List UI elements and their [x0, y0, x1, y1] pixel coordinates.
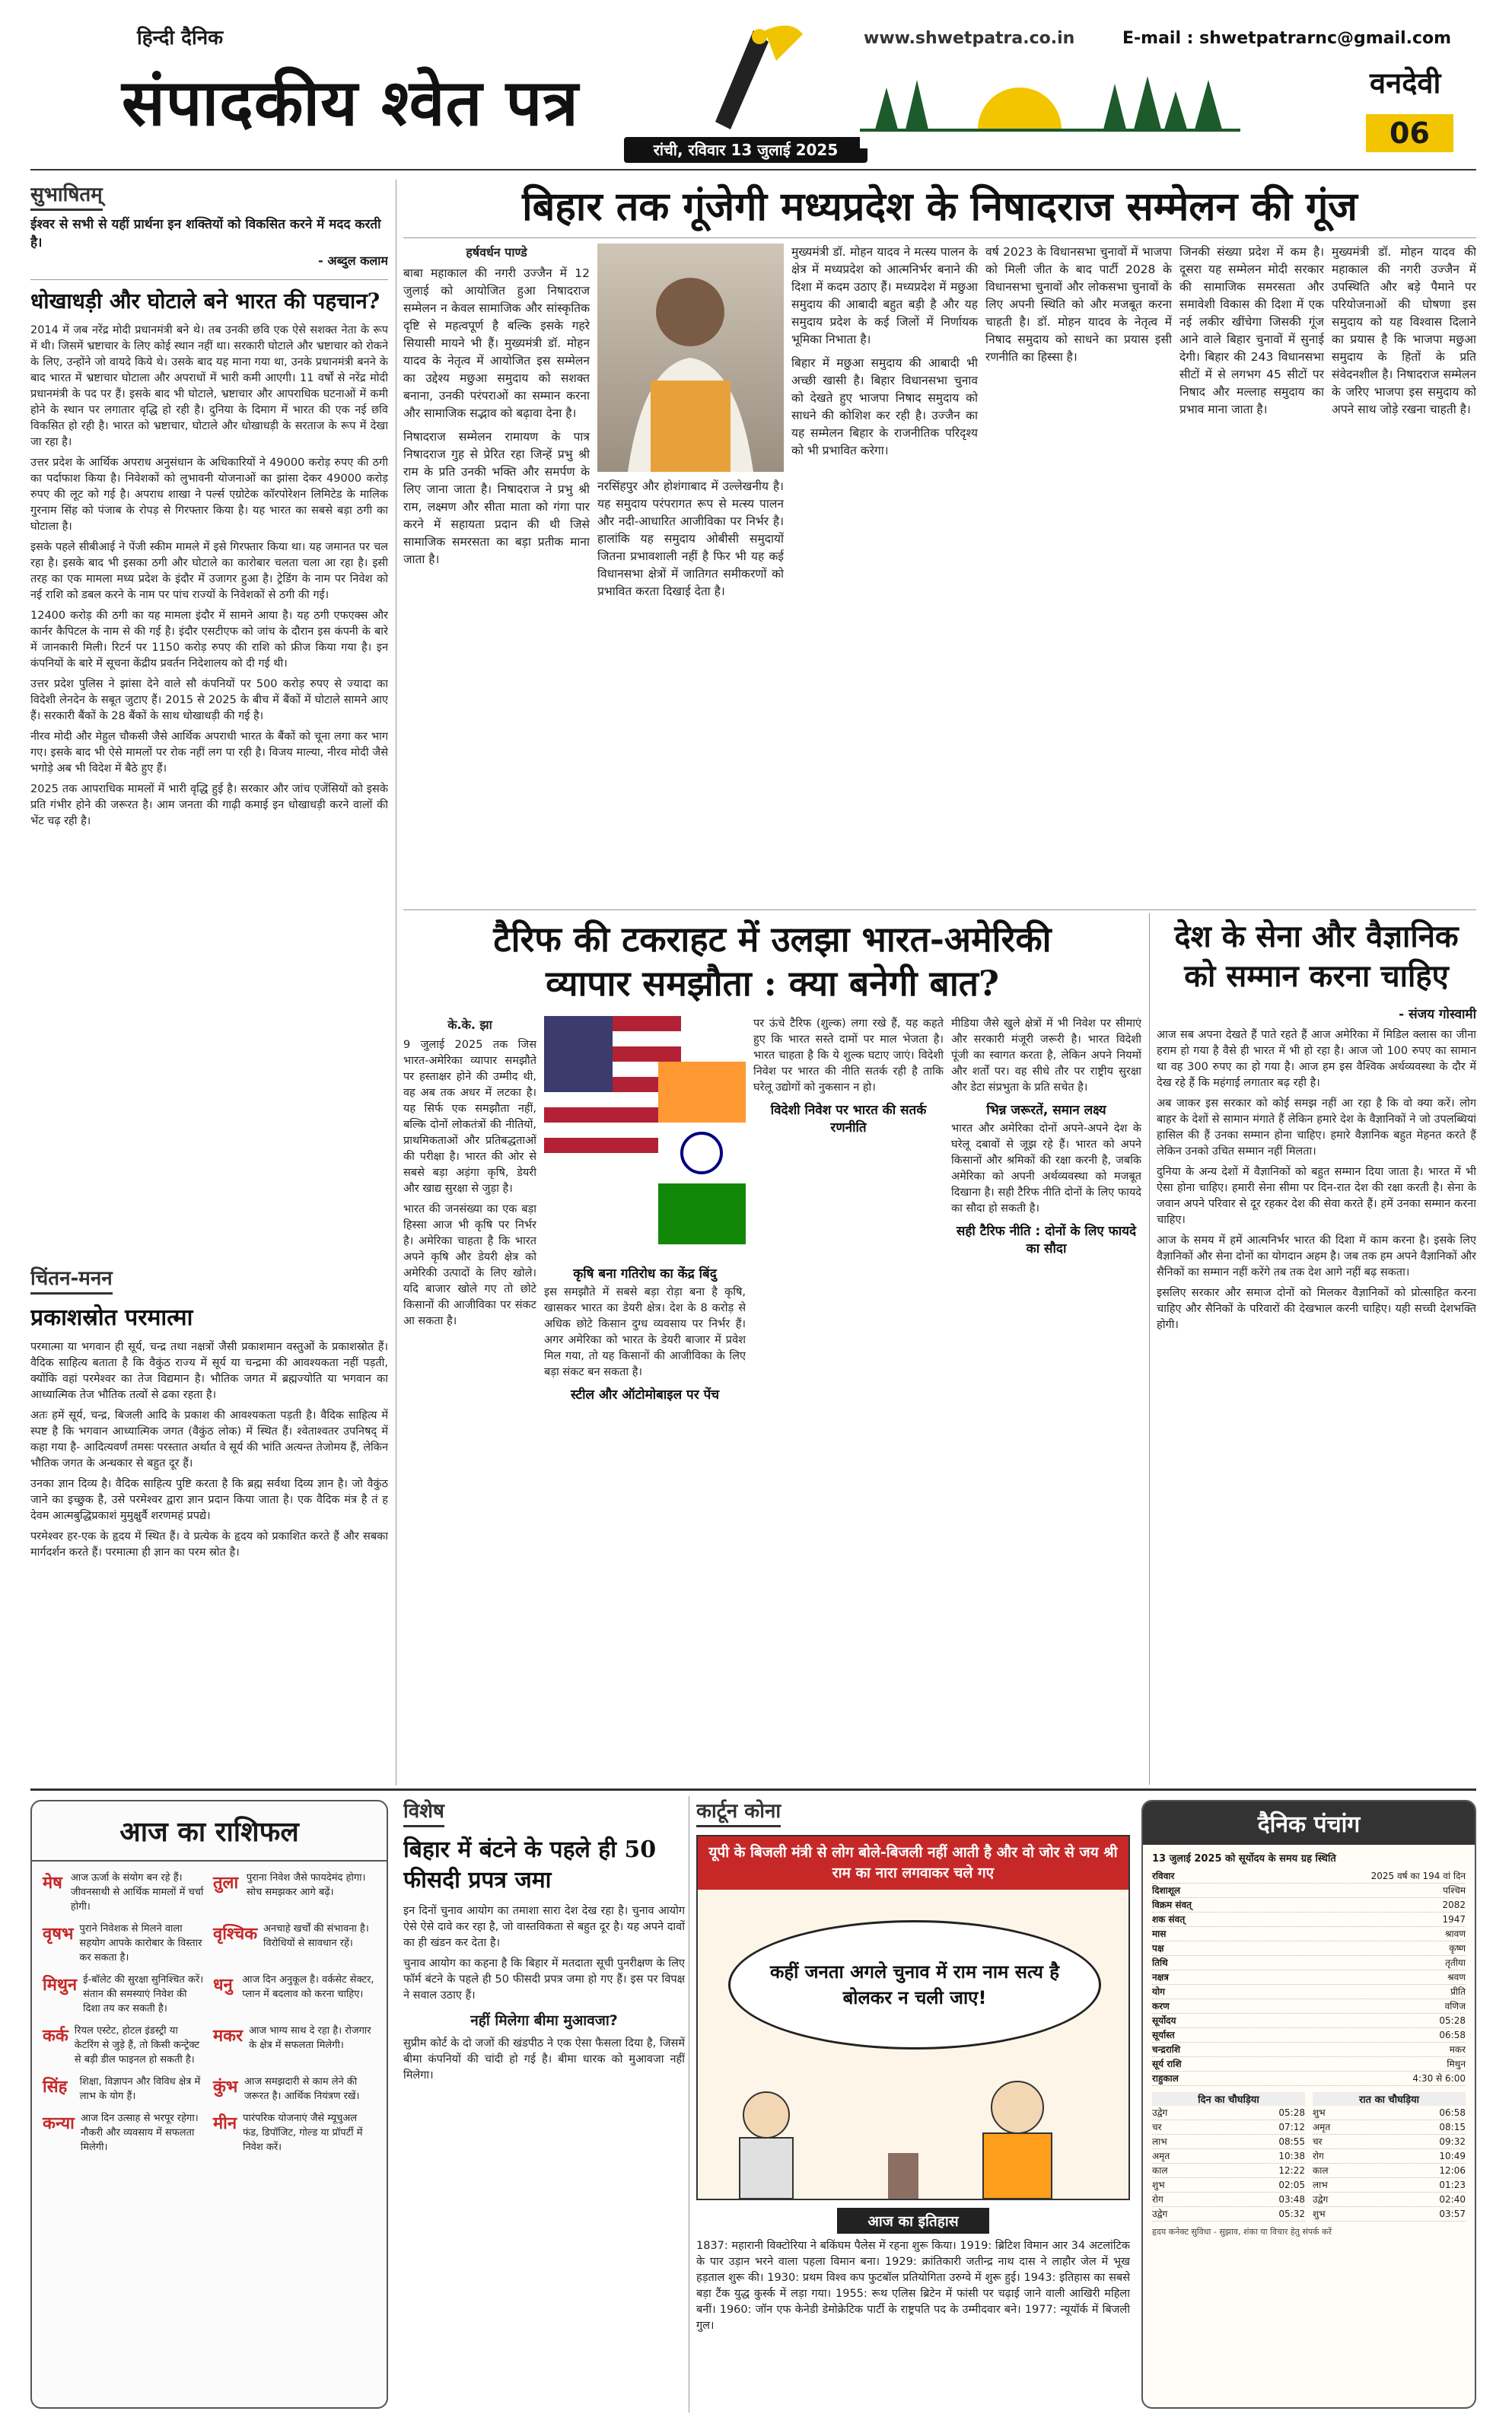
chog-name: लाभ — [1152, 2136, 1167, 2147]
page-section-label: वनदेवी — [1370, 66, 1441, 100]
chog-row — [1313, 2164, 1466, 2178]
subhead: सही टैरिफ नीति : दोनों के लिए फायदे का सौदा — [956, 1224, 1137, 1256]
rashi-name: कर्क — [43, 2027, 68, 2046]
chog-time: 01:23 — [1439, 2180, 1466, 2190]
rashi-item — [43, 2024, 205, 2067]
rashi-name: मीन — [213, 2114, 237, 2133]
paragraph: आज सब अपना देखते हैं पाते रहते हैं आज अमेरिका में मिडिल क्लास का जीना हराम हो गया है वैसे ही भारत में भी हो रहा है। आज जो 100 रुपए का सामान था वह 300 रुपए का हो गया है। आज हम इस वैश्विक अर्थव्यवस्था के दौर में देख रहे हैं कि महंगाई लगातार बढ़ रही है। — [1157, 1029, 1476, 1089]
paragraph: इस समझौते में सबसे बड़ा रोड़ा बना है कृषि, खासकर भारत का डेयरी क्षेत्र। देश के 8 करोड़ से अधिक छोटे किसान दुग्ध व्यवसाय पर निर्भर हैं। अगर अमेरिका को भारत के डेयरी बाजार में प्रवेश मिल गया, तो यह किसानों की आजीविका के लिए बड़ा संकट बन सकता है। — [544, 1286, 746, 1378]
rashi-item — [213, 2024, 376, 2067]
byline: हर्षवर्धन पाण्डे — [466, 245, 527, 260]
website-link[interactable]: www.shwetpatra.co.in — [864, 29, 1075, 48]
dateline: रांची, रविवार 13 जुलाई 2025 — [624, 137, 867, 163]
paragraph: 2025 तक आपराधिक मामलों में भारी वृद्धि हुई है। सरकार और जांच एजेंसियों को इसके प्रति गंभीर होने की जरूरत है। आम जनता की गाढ़ी कमाई इन धोखाधड़ी करने वालों की भेंट चढ़ रही है। — [30, 783, 388, 827]
rashi-row — [43, 1922, 376, 1965]
panchang-key: राहुकाल — [1152, 2073, 1179, 2084]
cartoon-figures — [698, 2062, 1128, 2199]
rashi-text: आज ऊर्जा के संयोग बन रहे हैं। जीवनसाथी से आर्थिक मामलों में चर्चा होगी। — [70, 1872, 204, 1913]
rashi-item — [43, 2111, 205, 2155]
chog-name: चर — [1152, 2122, 1162, 2132]
chog-name: शुभ — [1152, 2180, 1165, 2190]
rashi-row — [43, 1871, 376, 1914]
paragraph: आज के समय में हमें आत्मनिर्भर भारत की दिशा में काम करना है। इसके लिए वैज्ञानिकों और सेना दोनों का योगदान अहम है। जब तक हम अपने वैज्ञानिकों और सैनिकों का सम्मान नहीं करेंगे तब तक देश आगे नहीं बढ़ सकता। — [1157, 1234, 1476, 1279]
panchang-row — [1152, 1941, 1466, 1956]
chog-time: 06:58 — [1439, 2107, 1466, 2118]
paragraph: मुख्यमंत्री डॉ. मोहन यादव ने मत्स्य पालन के क्षेत्र में मध्यप्रदेश को आत्मनिर्भर बनाने की दिशा में कदम उठाए हैं। मध्यप्रदेश में मछुआ समुदाय की आबादी बहुत बड़ी है और यह समुदाय प्रदेश के कई जिलों में निर्णायक भूमिका निभाता है। — [791, 245, 978, 346]
paragraph: इसके पहले सीबीआई ने पेंजी स्कीम मामले में इसे गिरफ्तार किया था। यह जमानत पर चल रहा है। इसके बाद भी इसका ठगी और घोटाले का कारोबार चलता चला आ रहा है। इसी तरह का एक मामला मध्य प्रदेश के इंदौर में उजागर हुआ है। ट्रेडिंग के नाम पर निवेश को नई राशि को डबल करने के नाम पर पांच राज्यों के निवेशकों से ठगी की गई। — [30, 541, 388, 601]
night-chog-list — [1313, 2106, 1466, 2222]
flags-image — [544, 1016, 746, 1260]
main-article-col-2 — [597, 244, 784, 906]
rashi-item — [213, 1973, 376, 2016]
panchang-key: योग — [1152, 1986, 1165, 1997]
history-text: 1837: महारानी विक्टोरिया ने बकिंघम पैलेस में रहना शुरू किया। 1919: ब्रिटिश विमान आर 34 अटलांटिक के पार उड़ान भरने वाला पहला विमान बना। 1929: क्रांतिकारी जतीन्द्र नाथ दास ने लाहौर जेल में भूख हड़ताल शुरू की। 1930: प्रथम विश्व कप फुटबॉल प्रतियोगिता उरुग्वे में शुरू हुई। 1943: इतिहास का सबसे बड़ा टैंक युद्ध कुर्स्क में लड़ा गया। 1955: रूथ एलिस ब्रिटेन में फांसी पर चढ़ाई जाने वाली आखिरी महिला बनीं। 1960: जॉन एफ केनेडी डेमोक्रेटिक पार्टी के राष्ट्रपति पद के उम्मीदवार बने। 1977: न्यूयॉर्क में बिजली गुल। — [696, 2240, 1130, 2332]
chog-name: रोग — [1313, 2151, 1324, 2161]
paragraph: अतः हमें सूर्य, चन्द्र, बिजली आदि के प्रकाश की आवश्यकता पड़ती है। वैदिक साहित्य में स्पष्ट है कि भगवान आध्यात्मिक जगत (वैकुंठ लोक) में स्थित हैं। श्वेताश्वतर उपनिषद् में कहा गया है- आदित्यवर्णं तमसः परस्तात अर्थात वे सूर्य की भांति अत्यन्त तेजोमय हैं, लेकिन भौतिक जगत के अन्धकार से बहुत दूर हैं। — [30, 1409, 388, 1470]
masthead-divider — [30, 169, 1476, 170]
cartoon-caption: यूपी के बिजली मंत्री से लोग बोले-बिजली नहीं आती है और वो जोर से जय श्री राम का नारा लगवाकर चले गए — [698, 1836, 1128, 1890]
paragraph: भारत और अमेरिका दोनों अपने-अपने देश के घरेलू दबावों से जूझ रहे हैं। भारत को अपने किसानों और श्रमिकों की रक्षा करनी है, जबकि अमेरिका को अपनी अर्थव्यवस्था को मजबूत दिखाना है। सही टैरिफ नीति दोनों के लिए फायदे का सौदा हो सकती है। — [951, 1123, 1141, 1215]
rashi-text: पुराने निवेशक से मिलने वाला सहयोग आपके कारोबार के विस्तार कर सकता है। — [79, 1923, 202, 1964]
panchang-row — [1152, 1956, 1466, 1970]
cm-photo — [597, 244, 784, 472]
panchang-row — [1152, 1884, 1466, 1898]
image-caption: कृषि बना गतिरोध का केंद्र बिंदु — [573, 1266, 717, 1282]
panchang-row — [1152, 2014, 1466, 2028]
chog-row — [1313, 2135, 1466, 2149]
rashi-item — [43, 2075, 205, 2104]
email-link[interactable]: E-mail : shwetpatrarnc@gmail.com — [1122, 29, 1452, 48]
paragraph: 12400 करोड़ की ठगी का यह मामला इंदौर में सामने आया है। यह ठगी एफएक्स और कार्नर कैपिटल के नाम से की गई है। इंदौर एसटीएफ को जांच के दौरान इस कंपनी के बारे में जानकारी मिली। रिटर्न पर 1150 करोड़ रुपए की राशि को फ्रीज किया गया है। इन कंपनियों के बारे में सूचना केंद्रीय प्रवर्तन निदेशालय को दी गई थी। — [30, 610, 388, 670]
rashi-item — [43, 1973, 205, 2016]
paragraph: उत्तर प्रदेश पुलिस ने झांसा देने वाले सौ कंपनियों पर 500 करोड़ रुपए से ज्यादा का विदेशी लेनदेन के सबूत जुटाए हैं। 2015 से 2025 के बीच में बैंकों में घोटाले सामने आए हैं। सरकारी बैंकों के 28 बैंकों के साथ धोखाधड़ी की गई है। — [30, 678, 388, 722]
masthead — [0, 0, 1512, 175]
panchang-title: दैनिक पंचांग — [1143, 1801, 1475, 1845]
rashi-text: आज भाग्य साथ दे रहा है। रोजगार के क्षेत्र में सफलता मिलेगी। — [249, 2025, 371, 2051]
rashi-name: सिंह — [43, 2078, 68, 2097]
vishesh-label: विशेष — [403, 1796, 444, 1827]
paragraph: नीरव मोदी और मेहुल चौकसी जैसे आर्थिक अपराधी भारत के बैंकों को चूना लगा कर भाग गए। इसके बाद भी ऐसे मामलों पर रोक नहीं लग पा रही है। विजय माल्या, नीरव मोदी जैसे भगोड़े अब भी विदेश में बैठे हुए हैं। — [30, 731, 388, 775]
panchang-row — [1152, 2043, 1466, 2057]
rashi-name: मेष — [43, 1874, 62, 1893]
panchang-value: 06:58 — [1439, 2030, 1466, 2040]
paragraph: वर्ष 2023 के विधानसभा चुनावों में भाजपा को मिली जीत के बाद पार्टी 2028 के विधानसभा चुनावों और लोकसभा चुनावों के लिए अपनी स्थिति को और मजबूत करना चाहती है। डॉ. मोहन यादव के नेतृत्व में निषाद समुदाय को साधने का प्रयास इसी रणनीति का हिस्सा है। — [985, 245, 1172, 364]
paragraph: भारत की जनसंख्या का एक बड़ा हिस्सा आज भी कृषि पर निर्भर है। अमेरिका चाहता है कि भारत अपने कृषि और डेयरी क्षेत्र को अमेरिकी उत्पादों के लिए खोले। यदि बाजार खोले गए तो छोटे किसानों की आजीविका पर संकट आ सकता है। — [403, 1203, 536, 1327]
chog-row — [1152, 2120, 1305, 2135]
paragraph: बिहार में मछुआ समुदाय की आबादी भी अच्छी खासी है। बिहार विधानसभा चुनाव को देखते हुए भाजपा निषाद समुदाय को साधने की कोशिश कर रही है। उज्जैन का यह सम्मेलन बिहार के राजनीतिक परिदृश्य को भी प्रभावित करेगा। — [791, 356, 978, 457]
chog-row — [1152, 2149, 1305, 2164]
vishesh-subhead: नहीं मिलेगा बीमा मुआवजा? — [470, 2012, 618, 2029]
paragraph: जिनकी संख्या प्रदेश में कम है। दूसरा यह सम्मेलन मोदी सरकार की सामाजिक समरसता और समावेशी विकास की दिशा में एक नई लकीर खींचेगा जिसकी गूंज आने वाले बिहार चुनावों में सुनाई देगी। बिहार की 243 विधानसभा सीटों में से लगभग 45 सीटों पर निषाद और मल्लाह समुदाय का प्रभाव माना जाता है। — [1179, 245, 1324, 416]
subhashitam-author: - अब्दुल कलाम — [318, 253, 388, 268]
panchang-box — [1141, 1800, 1476, 2409]
panchang-key: सूर्योदय — [1152, 2015, 1176, 2026]
paragraph: दुनिया के अन्य देशों में वैज्ञानिकों को बहुत सम्मान दिया जाता है। भारत में भी ऐसा होना चाहिए। हमारी सेना सीमा पर दिन-रात देश की रक्षा करती है। सेना के जवान अपने परिवार से दूर रहकर देश की सेवा करते हैं। हमें उनका सम्मान करना चाहिए। — [1157, 1166, 1476, 1226]
panchang-row — [1152, 1999, 1466, 2014]
main-article-col-1 — [403, 244, 590, 906]
panchang-value: पश्चिम — [1443, 1885, 1466, 1896]
tariff-headline-line1: टैरिफ की टकराहट में उलझा भारत-अमेरिकी — [493, 919, 1052, 960]
chog-name: चर — [1313, 2136, 1323, 2147]
left-article-headline: धोखाधड़ी और घोटाले बने भारत की पहचान? — [30, 288, 380, 314]
chog-row — [1152, 2178, 1305, 2193]
chog-time: 05:32 — [1278, 2209, 1305, 2219]
paragraph: उनका ज्ञान दिव्य है। वैदिक साहित्य पुष्टि करता है कि ब्रह्म सर्वथा दिव्य ज्ञान है। जो वैकुंठ जाने का इच्छुक है, उसे परमेश्वर द्वारा ज्ञान प्रदान किया जाता है। एक वैदिक मंत्र है तं ह देवम आत्मबुद्धिप्रकाशं मुमुक्षुर्वै शरणमहं प्रपद्ये। — [30, 1478, 388, 1522]
panchang-key: सूर्य राशि — [1152, 2059, 1182, 2069]
panchang-value: 2082 — [1442, 1900, 1466, 1910]
chog-time: 03:48 — [1278, 2194, 1305, 2205]
chog-row — [1152, 2193, 1305, 2207]
panchang-key: सूर्यास्त — [1152, 2030, 1175, 2040]
rashifal-box — [30, 1800, 388, 2409]
cartoon-section — [696, 1796, 1130, 2413]
main-headline: बिहार तक गूंजेगी मध्यप्रदेश के निषादराज सम्मेलन की गूंज — [522, 183, 1358, 230]
panchang-key: रविवार — [1152, 1871, 1175, 1881]
panchang-row — [1152, 2028, 1466, 2043]
speech-bubble — [728, 1920, 1101, 2050]
chog-name: काल — [1313, 2165, 1329, 2176]
panchang-value: मिथुन — [1447, 2059, 1466, 2069]
chog-row — [1152, 2135, 1305, 2149]
headline-divider — [403, 237, 1476, 238]
rashi-row — [43, 1973, 376, 2016]
scientist-byline: - संजय गोस्वामी — [1399, 1007, 1476, 1022]
chog-row — [1152, 2207, 1305, 2222]
rashi-name: धनु — [213, 1976, 233, 1995]
panchang-key: तिथि — [1152, 1957, 1168, 1968]
chog-time: 09:32 — [1439, 2136, 1466, 2147]
chog-row — [1313, 2207, 1466, 2222]
rashi-name: वृषभ — [43, 1925, 74, 1944]
rashi-text: ई-बॉलेट की सुरक्षा सुनिश्चित करें। संतान की समस्याएं निवेश की दिशा तय कर सकती है। — [83, 1974, 204, 2015]
rashi-text: पुराना निवेश जैसे फायदेमंद होगा। सोच समझकर आगे बढ़ें। — [246, 1872, 366, 1898]
left-article-body — [30, 323, 388, 830]
chog-row — [1152, 2106, 1305, 2120]
chog-row — [1313, 2178, 1466, 2193]
paragraph: उत्तर प्रदेश के आर्थिक अपराध अनुसंधान के अधिकारियों ने 49000 करोड़ रुपए की ठगी का पर्दाफाश किया है। निवेशकों को लुभावनी योजनाओं का झांसा देकर 49000 करोड़ रुपए की लूट को गई है। अपराध शाखा ने पर्ल्स एग्रोटेक कॉरपोरेशन लिमिटेड के मालिक गुरनाम सिंह को पंजाब के रोपड़ से गिरफ्तार किया है। यह भारत का सबसे बड़ा ठगी का घोटाला है। — [30, 457, 388, 533]
paragraph: इसलिए सरकार और समाज दोनों को मिलकर वैज्ञानिकों को प्रोत्साहित करना चाहिए और सैनिकों के परिवारों की देखभाल करनी चाहिए। यही सच्ची देशभक्ति होगी। — [1157, 1287, 1476, 1331]
chog-time: 02:05 — [1278, 2180, 1305, 2190]
panchang-value: कृष्ण — [1449, 1943, 1466, 1954]
rashi-row — [43, 2111, 376, 2155]
panchang-value: श्रावण — [1445, 1929, 1466, 1939]
paragraph: पर ऊंचे टैरिफ (शुल्क) लगा रखे हैं, यह कहते हुए कि भारत सस्ते दामों पर माल भेजता है। भारत चाहता है कि ये शुल्क घटाए जाएं। विदेशी निवेश पर भारत की नीति सतर्क रही है ताकि घरेलू उद्योगों को नुकसान न हो। — [753, 1018, 944, 1094]
tariff-col-4 — [951, 1016, 1141, 1785]
scientist-body — [1157, 1027, 1476, 1785]
rashi-name: कन्या — [43, 2114, 75, 2133]
panchang-key: पक्ष — [1152, 1943, 1164, 1954]
rashi-name: तुला — [213, 1874, 239, 1893]
rashifal-grid — [32, 1862, 387, 2171]
rashi-item — [213, 1922, 376, 1965]
main-article-col-6 — [1332, 244, 1476, 906]
paragraph: परमात्मा या भगवान ही सूर्य, चन्द्र तथा नक्षत्रों जैसी प्रकाशमान वस्तुओं के प्रकाशस्रोत हैं। वैदिक साहित्य बताता है कि वैकुंठ राज्य में सूर्य या चन्द्रमा की आवश्यकता नहीं पड़ती, क्योंकि वहां परमेश्वर का तेज विद्यमान है। भौतिक जगत में ब्रह्मज्योति या भगवान का आध्यात्मिक तेज भौतिक तत्वों से ढका रहता है। — [30, 1341, 388, 1401]
rashi-text: रियल एस्टेट, होटल इंडस्ट्री या केटरिंग से जुड़े हैं, तो किसी कन्ट्रेक्ट से बड़ी डील फाइनल हो सकती है। — [74, 2025, 200, 2065]
panchang-key: नक्षत्र — [1152, 1972, 1169, 1983]
panchang-value: वणिज — [1444, 2001, 1466, 2011]
page-number: 06 — [1366, 114, 1453, 152]
panchang-value: तृतीया — [1445, 1957, 1466, 1968]
chog-name: उद्वेग — [1152, 2209, 1168, 2219]
chog-name: काल — [1152, 2165, 1168, 2176]
panchang-value: 1947 — [1442, 1914, 1466, 1925]
chog-time: 03:57 — [1439, 2209, 1466, 2219]
chog-row — [1313, 2193, 1466, 2207]
panchang-key: करण — [1152, 2001, 1170, 2011]
rashi-name: मकर — [213, 2027, 244, 2046]
tariff-col-3 — [753, 1016, 944, 1785]
paragraph: नरसिंहपुर और होशंगाबाद में उल्लेखनीय है। यह समुदाय परंपरागत रूप से मत्स्य पालन और नदी-आधारित आजीविका पर निर्भर है। हालांकि यह समुदाय ओबीसी समुदायों जितना प्रभावशाली नहीं है फिर भी यह कई विधानसभा क्षेत्रों में जातिगत समीकरणों को प्रभावित करता दिखाई देता है। — [597, 479, 784, 598]
chog-name: शुभ — [1313, 2209, 1326, 2219]
chog-time: 05:28 — [1278, 2107, 1305, 2118]
rashi-text: पारंपरिक योजनाएं जैसे म्यूचुअल फंड, डिपॉजिट, गोल्ड या प्रॉपर्टी में निवेश करें। — [243, 2113, 363, 2153]
panchang-row — [1152, 2057, 1466, 2072]
sunrise-illustration — [860, 57, 1240, 148]
lower-section-divider — [30, 1788, 1476, 1791]
chintan-section — [30, 1263, 388, 1788]
paragraph: अब जाकर इस सरकार को कोई समझ नहीं आ रहा है कि वो क्या करें। लोग बाहर के देशों से सामान मंगाते हैं लेकिन हमारे देश के वैज्ञानिकों ने जो उपलब्धियां हासिल की हैं उनका सम्मान होना चाहिए। हमारे वैज्ञानिक बहुत मेहनत करते हैं लेकिन उनको उचित सम्मान नहीं मिलता। — [1157, 1097, 1476, 1158]
byline: के.के. झा — [447, 1018, 492, 1032]
panchang-value: मकर — [1449, 2044, 1466, 2055]
paragraph: मुख्यमंत्री डॉ. मोहन यादव की महाकाल की नगरी उज्जैन में उपस्थिति और बड़े पैमाने पर परियोजनाओं की घोषणा इस समुदाय को यह विश्वास दिलाने का प्रयास है कि भाजपा मछुआ समुदाय के हितों के प्रति संवेदनशील है। निषादराज सम्मेलन के जरिए भाजपा इस समुदाय को अपने साथ जोड़े रखना चाहती है। — [1332, 245, 1476, 416]
panchang-row — [1152, 1970, 1466, 1985]
paragraph: इन दिनों चुनाव आयोग का तमाशा सारा देश देख रहा है। चुनाव आयोग ऐसे ऐसे दावे कर रहा है, जो वास्तविकता से बहुत दूर है। यह अपने दावों का ही खंडन कर देता है। — [403, 1905, 685, 1949]
paragraph: मीडिया जैसे खुले क्षेत्रों में भी निवेश पर सीमाएं और सरकारी मंजूरी जरूरी है। भारत विदेशी पूंजी का स्वागत करता है, लेकिन अपने नियमों और शर्तों पर। वह सीधे तौर पर राष्ट्रीय सुरक्षा और डेटा संप्रभुता के प्रति सचेत है। — [951, 1018, 1141, 1094]
rashi-text: अनचाहे खर्चों की संभावना है। विरोधियों से सावधान रहें। — [263, 1923, 369, 1949]
panchang-value: 2025 वर्ष का 194 वां दिन — [1370, 1871, 1466, 1881]
column-divider — [1149, 913, 1150, 1785]
panchang-key: दिशाशूल — [1152, 1885, 1181, 1896]
panchang-rows — [1152, 1869, 1466, 2086]
rashi-item — [213, 1871, 376, 1914]
panchang-row — [1152, 1927, 1466, 1941]
chog-row — [1313, 2106, 1466, 2120]
rashi-text: आज दिन अनुकूल है। वर्कसेट सेक्टर, प्लान में बदलाव को करना चाहिए। — [242, 1974, 374, 2000]
pen-nib-icon — [700, 15, 807, 129]
speech-text: कहीं जनता अगले चुनाव में राम नाम सत्य है बोलकर न चली जाए! — [770, 1961, 1059, 2008]
tariff-headline-line2: व्यापार समझौता : क्या बनेगी बात? — [546, 963, 999, 1004]
panchang-key: विक्रम संवत् — [1152, 1900, 1192, 1910]
subhead: भिन्न जरूरतें, समान लक्ष्य — [986, 1103, 1106, 1118]
cartoon-panel — [696, 1835, 1130, 2200]
subhashitam-quote: ईश्वर से सभी से यहीं प्रार्थना इन शक्तियों को विकसित करने में मदद करती है। — [30, 217, 381, 250]
chog-time: 08:55 — [1278, 2136, 1305, 2147]
panchang-row — [1152, 1913, 1466, 1927]
chog-name: उद्वेग — [1313, 2194, 1329, 2205]
chog-row — [1313, 2149, 1466, 2164]
paragraph: बाबा महाकाल की नगरी उज्जैन में 12 जुलाई को आयोजित हुआ निषादराज सम्मेलन न केवल सामाजिक और सांस्कृतिक दृष्टि से महत्वपूर्ण है बल्कि इसके गहरे सियासी मायने भी हैं। मुख्यमंत्री डॉ. मोहन यादव के नेतृत्व में आयोजित इस सम्मेलन का उद्देश्य मछुआ समुदाय को सशक्त बनाना, उनकी परंपराओं का सम्मान करना और सामाजिक सद्भाव को बढ़ावा देना है। — [403, 266, 590, 420]
panchang-row — [1152, 2072, 1466, 2086]
panchang-key: शक संवत् — [1152, 1914, 1186, 1925]
panchang-value: 4:30 से 6:00 — [1412, 2073, 1466, 2084]
panchang-row — [1152, 1869, 1466, 1884]
panchang-value: प्रीति — [1450, 1986, 1466, 1997]
paragraph: 2014 में जब नरेंद्र मोदी प्रधानमंत्री बने थे। तब उनकी छवि एक ऐसे सशक्त नेता के रूप में थी। जिसमें भ्रष्टाचार के लिए कोई स्थान नहीं था। सरकारी घोटाले और भ्रष्टाचार को रोकने के लिए, उन्होंने जो वायदे किये थे। उसके बाद यह माना गया था, उनके प्रधानमंत्री बनने के बाद भारत में भ्रष्टाचार घोटाला और अपराधों में भारी कमी आएगी। 11 वर्षों से नरेंद्र मोदी प्रधानमंत्री के पद पर हैं। इसके बाद भी घोटाले, भ्रष्टाचार और आपराधिक घटनाओं में कमी होने के स्थान पर लगातार वृद्धि हो रही है। दुनिया के दिमाग में भारत की एक नई छवि विकसित हो रही है। भारत को भ्रष्टाचार, घोटाले और धोखाधड़ी के सरताज के रूप में देखा जा रहा है। — [30, 324, 388, 448]
panchang-value: 05:28 — [1439, 2015, 1466, 2026]
chog-row — [1313, 2120, 1466, 2135]
rashi-item — [43, 1871, 205, 1914]
night-chog-label: रात का चौघड़िया — [1313, 2092, 1466, 2106]
chog-time: 02:40 — [1439, 2194, 1466, 2205]
rashi-item — [213, 2075, 376, 2104]
panchang-key: मास — [1152, 1929, 1167, 1939]
panchang-footer: हृदय कनेक्ट सुविधा - सुझाव, शंका या विचार हेतु संपर्क करें — [1152, 2227, 1332, 2237]
chog-name: शुभ — [1313, 2107, 1326, 2118]
rashi-row — [43, 2024, 376, 2067]
paragraph: परमेश्वर हर-एक के हृदय में स्थित हैं। वे प्रत्येक के हृदय को प्रकाशित करते हैं और सबका मार्गदर्शन करते हैं। परमात्मा ही ज्ञान का परम स्रोत है। — [30, 1530, 388, 1559]
day-chog-label: दिन का चौघड़िया — [1152, 2092, 1305, 2106]
tariff-col-2 — [544, 1016, 746, 1785]
rashi-name: मिथुन — [43, 1976, 78, 1995]
tariff-col-1 — [403, 1016, 536, 1785]
cartoon-label: कार्टून कोना — [696, 1796, 781, 1827]
chog-time: 07:12 — [1278, 2122, 1305, 2132]
chog-time: 10:38 — [1278, 2151, 1305, 2161]
chog-time: 10:49 — [1439, 2151, 1466, 2161]
subhead: विदेशी निवेश पर भारत की सतर्क रणनीति — [770, 1103, 927, 1135]
brand-small: हिन्दी दैनिक — [137, 27, 224, 49]
chog-time: 08:15 — [1439, 2122, 1466, 2132]
rashifal-title: आज का राशिफल — [32, 1801, 387, 1862]
subhashitam-label: सुभाषितम् — [30, 180, 103, 211]
chog-name: अमृत — [1152, 2151, 1170, 2161]
chog-name: अमृत — [1313, 2122, 1331, 2132]
rashi-item — [213, 2111, 376, 2155]
chog-name: उद्वेग — [1152, 2107, 1168, 2118]
rashi-item — [43, 1922, 205, 1965]
rashi-name: वृश्चिक — [213, 1925, 258, 1944]
day-chog-list — [1152, 2106, 1305, 2222]
rashi-text: आज दिन उत्साह से भरपूर रहेगा। नौकरी और व्यवसाय में सफलता मिलेगी। — [80, 2113, 199, 2153]
panchang-intro: 13 जुलाई 2025 को सूर्योदय के समय ग्रह स्थिति — [1152, 1853, 1336, 1865]
main-article-bottom-rule — [403, 909, 1476, 910]
rashi-row — [43, 2075, 376, 2104]
chintan-label: चिंतन-मनन — [30, 1263, 113, 1295]
chog-row — [1152, 2164, 1305, 2178]
vishesh-section — [403, 1796, 685, 2413]
panchang-key: चन्द्रराशि — [1152, 2044, 1180, 2055]
main-article-col-3 — [791, 244, 978, 906]
panchang-row — [1152, 1985, 1466, 1999]
masthead-title: संपादकीय श्वेत पत्र — [122, 65, 579, 140]
panchang-row — [1152, 1898, 1466, 1913]
chog-time: 12:22 — [1278, 2165, 1305, 2176]
paragraph: निषादराज सम्मेलन रामायण के पात्र निषादराज गुह से प्रेरित रहा जिन्हें प्रभु श्री राम के प्रति उनकी भक्ति और समर्पण के लिए जाना जाता है। निषादराज ने प्रभु श्री राम, लक्ष्मण और सीता माता को गंगा पार करने में सहायता प्रदान की थी जिसे सामाजिक समरसता का बड़ा प्रतीक माना जाता है। — [403, 430, 590, 566]
main-article-col-4 — [985, 244, 1172, 906]
subhead: स्टील और ऑटोमोबाइल पर पेंच — [570, 1387, 720, 1403]
chog-time: 12:06 — [1439, 2165, 1466, 2176]
paragraph: सुप्रीम कोर्ट के दो जजों की खंडपीठ ने एक ऐसा फैसला दिया है, जिसमें बीमा कंपनियों की चांदी हो गई है। बीमा धारक को मुआवजा नहीं मिलेगा। — [403, 2037, 685, 2081]
chintan-headline: प्रकाशस्रोत परमात्मा — [30, 1304, 193, 1331]
paragraph: चुनाव आयोग का कहना है कि बिहार में मतदाता सूची पुनरीक्षण के लिए फॉर्म बंटने के पहले ही 50 फीसदी प्रपत्र जमा हो गए हैं। इस पर विपक्ष ने सवाल उठाए हैं। — [403, 1957, 685, 2002]
chog-name: रोग — [1152, 2194, 1163, 2205]
paragraph: 9 जुलाई 2025 तक जिस भारत-अमेरिका व्यापार समझौते पर हस्ताक्षर होने की उम्मीद थी, वह अब तक अधर में लटका है। यह सिर्फ एक समझौता नहीं, बल्कि दोनों लोकतंत्रों की नीतियों, प्राथमिकताओं और प्रतिबद्धताओं की परीक्षा है। भारत की ओर से सबसे बड़ा अड़ंगा कृषि, डेयरी और खाद्य सुरक्षा से जुड़ा है। — [403, 1039, 536, 1195]
history-label: आज का इतिहास — [837, 2208, 989, 2234]
chog-name: लाभ — [1313, 2180, 1328, 2190]
panchang-value: श्रवण — [1447, 1972, 1466, 1983]
rashi-text: शिक्षा, विज्ञापन और विविध क्षेत्र में लाभ के योग हैं। — [79, 2076, 201, 2102]
main-article-col-5 — [1179, 244, 1324, 906]
rashi-name: कुंभ — [213, 2078, 238, 2097]
scientist-headline: देश के सेना और वैज्ञानिक को सम्मान करना चाहिए — [1174, 919, 1459, 994]
vishesh-headline: बिहार में बंटने के पहले ही 50 फीसदी प्रपत्र जमा — [403, 1836, 657, 1894]
rashi-text: आज समझदारी से काम लेने की जरूरत है। आर्थिक नियंत्रण रखें। — [244, 2076, 360, 2102]
